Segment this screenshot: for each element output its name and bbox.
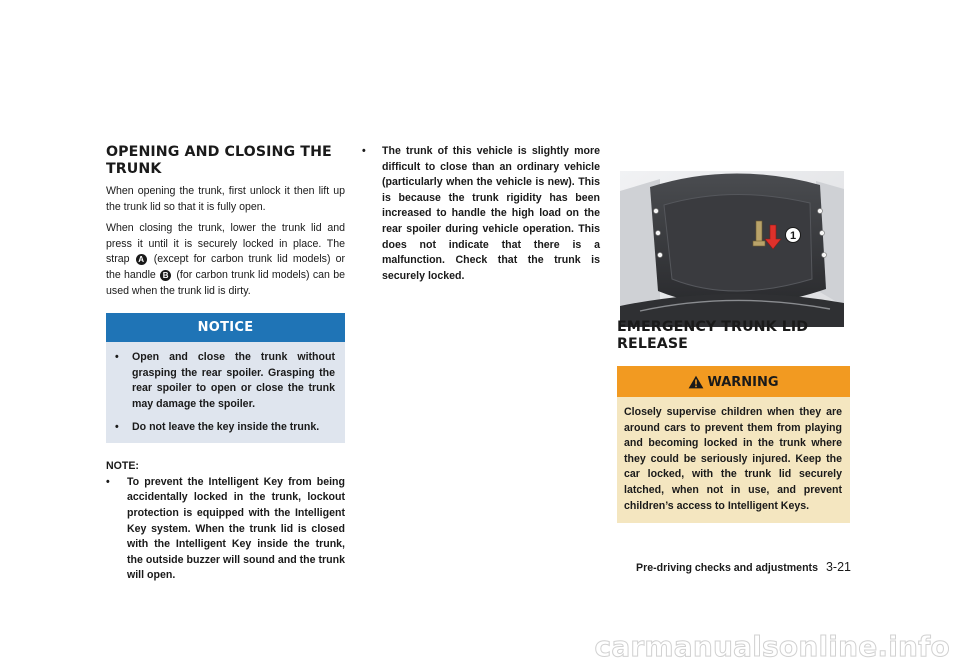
bullet-icon: •: [115, 351, 119, 364]
footer-chapter: Pre-driving checks and adjustments: [636, 562, 818, 574]
bullet-icon: •: [106, 475, 110, 488]
page-footer: [615, 560, 851, 574]
middle-column: [362, 144, 600, 284]
note-item: [362, 144, 600, 284]
paragraph-closing: [106, 221, 345, 299]
warning-text: Closely supervise children when they are around cars to prevent them from playing and becoming locked in the trunk where they could be seriously injured. Keep the car locked, with the trunk lid securely latched, when not in use, and prevent children’s access to Intelligent Keys.: [624, 406, 842, 512]
notice-item: [106, 350, 335, 412]
note-label: NOTE:: [106, 460, 139, 473]
warning-heading-text: WARNING: [707, 375, 779, 390]
notice-item-text: Do not leave the key inside the trunk.: [132, 420, 320, 433]
paragraph-closing-part3: (for carbon trunk lid models) can be used when the trunk lid is dirty.: [106, 268, 345, 297]
paragraph-closing-part2: (except for carbon trunk lid models) or the handle: [106, 253, 345, 281]
right-column: [617, 144, 850, 523]
notice-heading: NOTICE: [106, 313, 345, 342]
marker-b-icon: B: [160, 270, 171, 281]
section-title-emergency-release: EMERGENCY TRUNK LID RELEASE: [617, 319, 809, 352]
note-item-text: To prevent the Intelligent Key from being accidentally locked in the trunk, lockout protection is equipped with the Intelligent Key system. When the trunk lid is closed with the Intelligent Key inside the trunk, the outside buzzer will sound and the trunk will open.: [127, 475, 345, 582]
warning-triangle-icon: [688, 369, 704, 402]
notice-box: [106, 313, 345, 443]
note-list-continued: [362, 144, 600, 284]
notice-list: [106, 342, 345, 443]
left-column: [106, 144, 345, 584]
note-item-text: The trunk of this vehicle is slightly more difficult to close than an ordinary vehicle (particularly when the vehicle is new). This is because the trunk rigidity has been increased to handle the high load on the rear spoiler during vehicle operation. This does not indicate that there is a malfunction. Check that the trunk is securely locked.: [382, 145, 600, 282]
callout-1-label: 1: [789, 230, 797, 242]
page-number: 3-21: [825, 560, 851, 574]
bullet-icon: •: [115, 420, 119, 433]
paragraph-closing-part1: When closing the trunk, lower the trunk lid and press it until it is securely locked in place. The strap: [106, 222, 345, 266]
paragraph-opening: When opening the trunk, first unlock it then lift up the trunk lid so that it is fully open.: [106, 185, 345, 213]
warning-box: [617, 366, 850, 523]
notice-item-text: Open and close the trunk without grasping the rear spoiler. Grasping the rear spoiler to open or close the trunk may damage the spoiler.: [132, 351, 335, 410]
marker-a-icon: A: [136, 254, 147, 265]
watermark-logo: carmanualsonline.info: [594, 630, 950, 663]
notice-item: [106, 420, 335, 436]
section-title-opening-closing: OPENING AND CLOSING THE TRUNK: [106, 144, 332, 177]
note-list: [106, 475, 345, 584]
note-item: [106, 475, 345, 584]
bullet-icon: •: [362, 145, 366, 157]
warning-heading: [617, 366, 850, 397]
